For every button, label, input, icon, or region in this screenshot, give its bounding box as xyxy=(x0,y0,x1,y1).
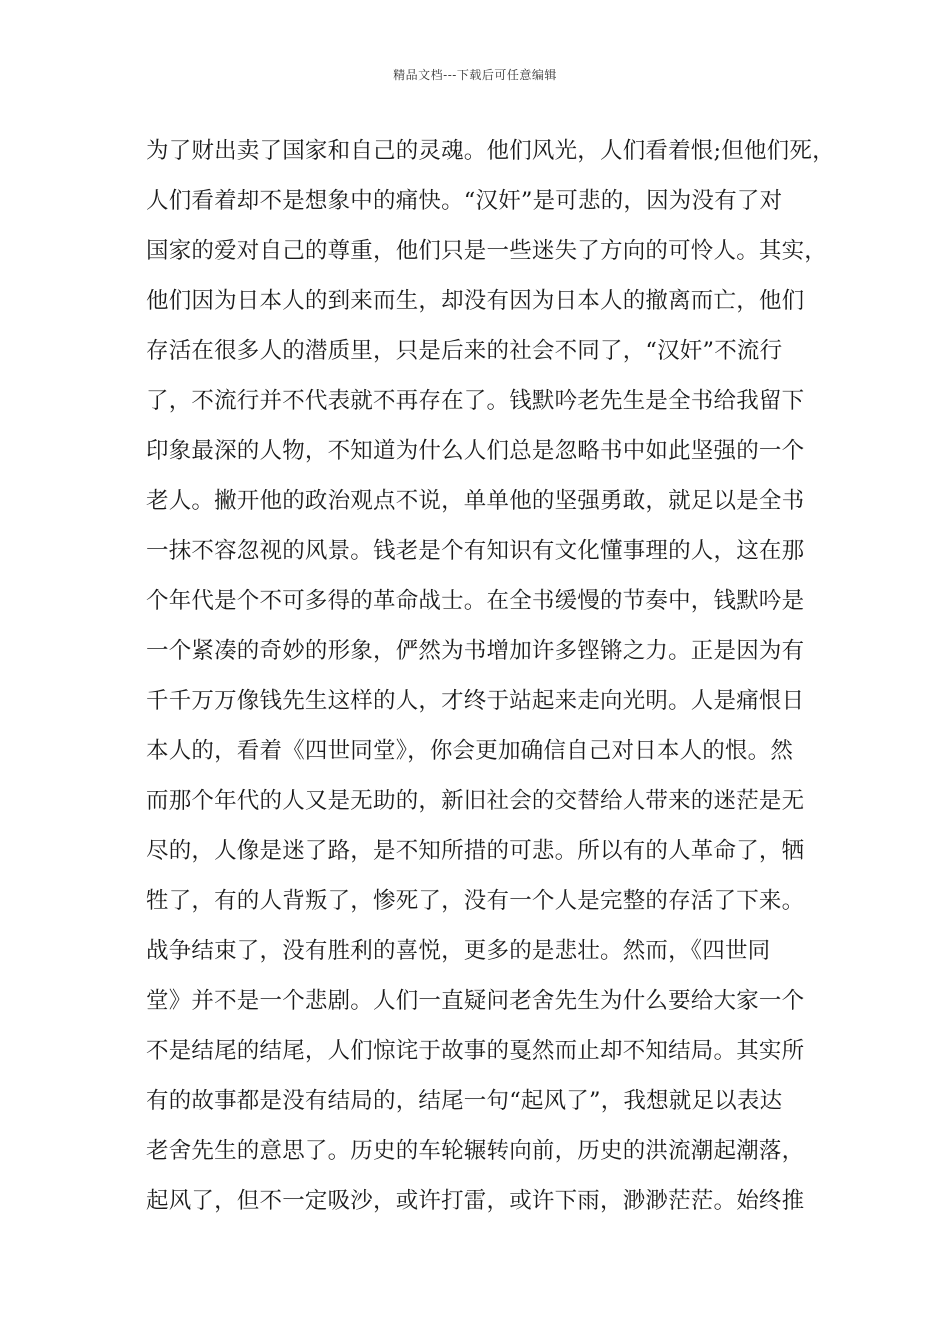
text-line: 牲了，有的人背叛了，惨死了，没有一个人是完整的存活了下来。 xyxy=(146,888,805,914)
text-line: 人们看着却不是想象中的痛快。“汉奸”是可悲的，因为没有了对 xyxy=(146,188,783,214)
text-line: 起风了，但不一定吸沙，或许打雷，或许下雨，渺渺茫茫。始终推 xyxy=(146,1188,805,1214)
text-line: 国家的爱对自己的尊重，他们只是一些迷失了方向的可怜人。其实， xyxy=(146,238,828,264)
text-line: 印象最深的人物，不知道为什么人们总是忽略书中如此坚强的一个 xyxy=(146,438,805,464)
text-line: 一抹不容忽视的风景。钱老是个有知识有文化懂事理的人，这在那 xyxy=(146,538,805,564)
page-header: 精品文档---下载后可任意编辑 xyxy=(393,68,557,82)
text-line: 有的故事都是没有结局的，结尾一句“起风了”，我想就足以表达 xyxy=(146,1088,783,1114)
text-line: 战争结束了，没有胜利的喜悦，更多的是悲壮。然而，《四世同 xyxy=(146,938,771,964)
text-line: 而那个年代的人又是无助的，新旧社会的交替给人带来的迷茫是无 xyxy=(146,788,805,814)
text-line: 个年代是个不可多得的革命战士。在全书缓慢的节奏中，钱默吟是 xyxy=(146,588,805,614)
text-line: 老舍先生的意思了。历史的车轮辗转向前，历史的洪流潮起潮落， xyxy=(146,1138,805,1164)
text-line: 尽的，人像是迷了路，是不知所措的可悲。所以有的人革命了，牺 xyxy=(146,838,805,864)
text-line: 千千万万像钱先生这样的人，才终于站起来走向光明。人是痛恨日 xyxy=(146,688,805,714)
text-line: 他们因为日本人的到来而生，却没有因为日本人的撤离而亡，他们 xyxy=(146,288,805,314)
text-line: 老人。撇开他的政治观点不说，单单他的坚强勇敢，就足以是全书 xyxy=(146,488,805,514)
text-line: 为了财出卖了国家和自己的灵魂。他们风光，人们看着恨;但他们死， xyxy=(146,138,835,164)
text-line: 不是结尾的结尾，人们惊诧于故事的戛然而止却不知结局。其实所 xyxy=(146,1038,805,1064)
text-line: 存活在很多人的潜质里，只是后来的社会不同了，“汉奸”不流行 xyxy=(146,338,783,364)
text-line: 本人的，看着《四世同堂》，你会更加确信自己对日本人的恨。然 xyxy=(146,738,794,764)
text-line: 堂》并不是一个悲剧。人们一直疑问老舍先生为什么要给大家一个 xyxy=(146,988,805,1014)
text-line: 了，不流行并不代表就不再存在了。钱默吟老先生是全书给我留下 xyxy=(146,388,805,414)
text-line: 一个紧凑的奇妙的形象，俨然为书增加许多铿锵之力。正是因为有 xyxy=(146,638,805,664)
body-text xyxy=(146,126,836,1226)
